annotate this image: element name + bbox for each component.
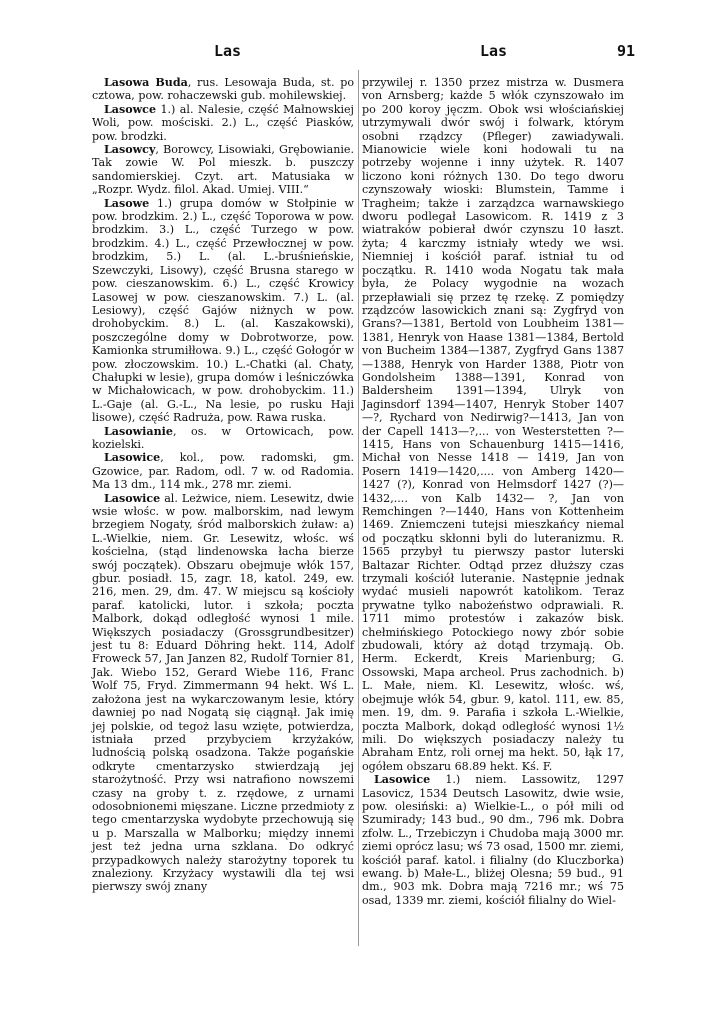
headword: Lasowcy xyxy=(104,143,156,157)
entry-text: al. Leżwice, niem. Lesewitz, dwie wsie włośc. w pow. malborskim, nad lewym brzegiem Nogaty, śród malborskich żuław: a) L.-Wielkie, niem. Gr. Lesewitz, włośc. wś kościelna, (stąd lindenowska łacha bierze swój początek). Obszaru obejmuje włók 157, gbur. posiadł. 15, zagr. 18, katol. 249, ew. 216, men. 29, dm. 47. W miejscu są kościoły paraf. katolicki, lutor. i szkoła; poczta Malbork, dokąd odległość wynosi 1 mile. Większych posiadaczy (Grossgrundbesitzer) jest tu 8: Eduard Döhring hekt. 114, Adolf Froweck 57, Jan Janzen 82, Rudolf Tornier 81, Jak. Wiebo 152, Gerard Wiebe 116, Franc Wolf 75, Fryd. Zimmermann 94 hekt. Wś L. założona jest na wykarczowanym lesie, który dawniej po nad Nogatą się ciągnął. Jak imię jej polskie, od tegoż lasu wzięte, potwierdza, istniała przed przybyciem krzyżaków, ludnością polską osadzona. Także pogańskie odkryte cmentarzysko stwierdzają jej starożytność. Przy wsi natrafiono nowszemi czasy na groby t. z. rzędowe, z urnami odosobnionemi mięszane. Liczne przedmioty z tego cmentarzyska wydobyte przechowują się u p. Marszalla w Malborku; między innemi jest też jedna urna szklana. Do odkryć przypadkowych należy starożytny toporek tu znaleziony. Krzyżacy wystawili dla tej wsi pierwszy swój znany xyxy=(92,491,354,894)
entry-text: 1.) niem. Lassowitz, 1297 Lasovicz, 1534 Deutsch Lasowitz, dwie wsie, pow. olesiński: a) Wielkie-L., o pół mili od Szumirady; 143 bud., 90 dm., 796 mk. Dobra zfolw. L., Trzebiczyn i Chudoba mają 3000 mr. ziemi oprócz lasu; wś 73 osad, 1500 mr. ziemi, kościół paraf. katol. i filialny (do Kluczborka) ewang. b) Małe-L., bliżej Olesna; 59 bud., 91 dm., 903 mk. Dobra mają 7216 mr.; wś 75 osad, 1339 mr. ziemi, kościół filialny do Wiel- xyxy=(362,773,624,907)
entry-text: , rus. Lesowaja Buda, st. po cztowa, pow. rohaczewski gub. mohilewskiej. xyxy=(92,76,355,103)
right-column xyxy=(362,76,624,907)
entry-lasowe xyxy=(92,197,354,425)
column-divider xyxy=(358,70,359,946)
entry-text: przywilej r. 1350 przez mistrza w. Dusmera von Arnsberg; każde 5 włók czynszowało im po 200 koroy jęczm. Obok wsi włościańskiej utrzymywali dwór swój i folwark, którym osobni rządzcy (Pfleger) zawiadywali. Mianowicie wiele koni hodowali tu na potrzeby wojenne i inny użytek. R. 1407 liczono koni różnych 130. Do tego dworu czynszowały wioski: Blumstein, Tamme i Tragheim; także i zarządzca warnawskiego dworu podlegał Lasowicom. R. 1419 z 3 wiatraków pobierał dwór czynszu 10 łaszt. żyta; 4 karczmy istniały wtedy we wsi. Niemniej i kościół paraf. istniał tu od początku. R. 1410 woda Nogatu tak mała była, że Polacy wygodnie na wozach przepławiali się przez tę rzekę. Z pomiędzy rządzców lasowickich znani są: Zygfryd von Grans?—1381, Bertold von Loubheim 1381—1381, Henryk von Haase 1381—1384, Bertold von Bucheim 1384—1387, Zygfryd Gans 1387—1388, Henryk von Harder 1388, Piotr von Gondolsheim 1388—1391, Konrad von Baldersheim 1391—1394, Ulryk von Jaginsdorf 1394—1407, Henryk Stober 1407—?, Rychard von Nedirwig?—1413, Jan von der Capell 1413—?,... von Westerstetten ?—1415, Hans von Schauenburg 1415—1416, Michał von Nesse 1418 — 1419, Jan von Posern 1419—1420,.... von Amberg 1420—1427 (?), Konrad von Helmsdorf 1427 (?)—1432,.... von Kalb 1432— ?, Jan von Remchingen ?—1440, Hans von Kottenheim 1469. Zniemczeni tutejsi mieszkańcy niemal od początku skłonni byli do luteranizmu. R. 1565 przybył tu pierwszy pastor luterski Baltazar Richter. Odtąd przez dłuższy czas trzymali kościół luteranie. Następnie jednak wydać musieli napowrót katolikom. Teraz prywatne tylko nabożeństwo odprawiali. R. 1711 mimo protestów i zakazów bisk. chełmińskiego Potockiego nowy zbór sobie zbudowali, który aż dotąd trzymają. Ob. Herm. Eckerdt, Kreis Marienburg; G. Ossowski, Mapa archeol. Prus zachodnich. b) L. Małe, niem. Kl. Lesewitz, włośc. wś, obejmuje włók 54, gbur. 9, katol. 111, ew. 85, men. 19, dm. 9. Parafia i szkoła L.-Wielkie, poczta Malbork, dokąd odległość wynosi 1½ mili. Do większych posiadaczy należy tu Abraham Entz, roli ornej ma hekt. 50, łąk 17, ogółem obszaru 68.89 hekt. Kś. F. xyxy=(362,76,624,773)
headword: Lasowe xyxy=(104,196,150,210)
entry-lasowice-olesinski xyxy=(362,773,624,907)
entry-lasowce xyxy=(92,103,354,143)
entry-text: , Borowcy, Lisowiaki, Grębowianie. Tak zowie W. Pol mieszk. b. puszczy sandomierskiej. Czyt. art. Matusiaka w „Rozpr. Wydz. filol. Akad. Umiej. VIII.“ xyxy=(92,143,354,197)
running-head-left: Las xyxy=(214,42,242,60)
headword: Lasowice xyxy=(104,451,161,465)
entry-lasowice-radomski xyxy=(92,451,354,491)
entry-lasowa-buda xyxy=(92,76,354,103)
entry-lasowianie xyxy=(92,425,354,452)
entry-lasowice-malborski xyxy=(92,492,354,894)
headword: Lasowa Buda xyxy=(104,76,188,89)
headword: Lasowce xyxy=(104,102,156,116)
entry-text: 1.) al. Nalesie, część Małnowskiej Woli, pow. mościski. 2.) L., część Piasków, pow. brodzki. xyxy=(92,102,354,143)
headword: Lasowice xyxy=(104,491,161,505)
entry-lasowcy xyxy=(92,143,354,197)
headword: Lasowice xyxy=(374,773,431,787)
headword: Lasowianie xyxy=(104,424,173,438)
entry-text: 1.) grupa domów w Stołpinie w pow. brodzkim. 2.) L., część Toporowa w pow. brodzkim. 3.) L., część Turzego w pow. brodzkim. 4.) L., część Przewłocznej w pow. brodzkim, 5.) L. (al. L.-bruśnieńskie, Szewczyki, Lisowy), część Brusna starego w pow. cieszanowskim. 6.) L., część Krowicy Lasowej w pow. cieszanowskim. 7.) L. (al. Lesiowy), część Gajów niżnych w pow. drohobyckim. 8.) L. (al. Kaszakowski), poszczególne domy w Dobrotworze, pow. Kamionka strumiłłowa. 9.) L., część Gołogór w pow. złoczowskim. 10.) L.-Chatki (al. Chaty, Chałupki w lesie), grupa domów i leśniczówka w Michałowicach, w pow. drohobyckim. 11.) L.-Gaje (al. G.-L., Na lesie, po rusku Haji lisowe), część Radruża, pow. Rawa ruska. xyxy=(92,196,354,425)
left-column xyxy=(92,76,354,894)
entry-text: , kol., pow. radomski, gm. Gzowice, par. Radom, odl. 7 w. od Radomia. Ma 13 dm., 114 mk., 278 mr. ziemi. xyxy=(92,451,354,492)
entry-text: , os. w Ortowicach, pow. kozielski. xyxy=(92,424,354,451)
page-number: 91 xyxy=(617,42,636,60)
entry-continuation xyxy=(362,76,624,773)
running-head-center: Las xyxy=(480,42,508,60)
